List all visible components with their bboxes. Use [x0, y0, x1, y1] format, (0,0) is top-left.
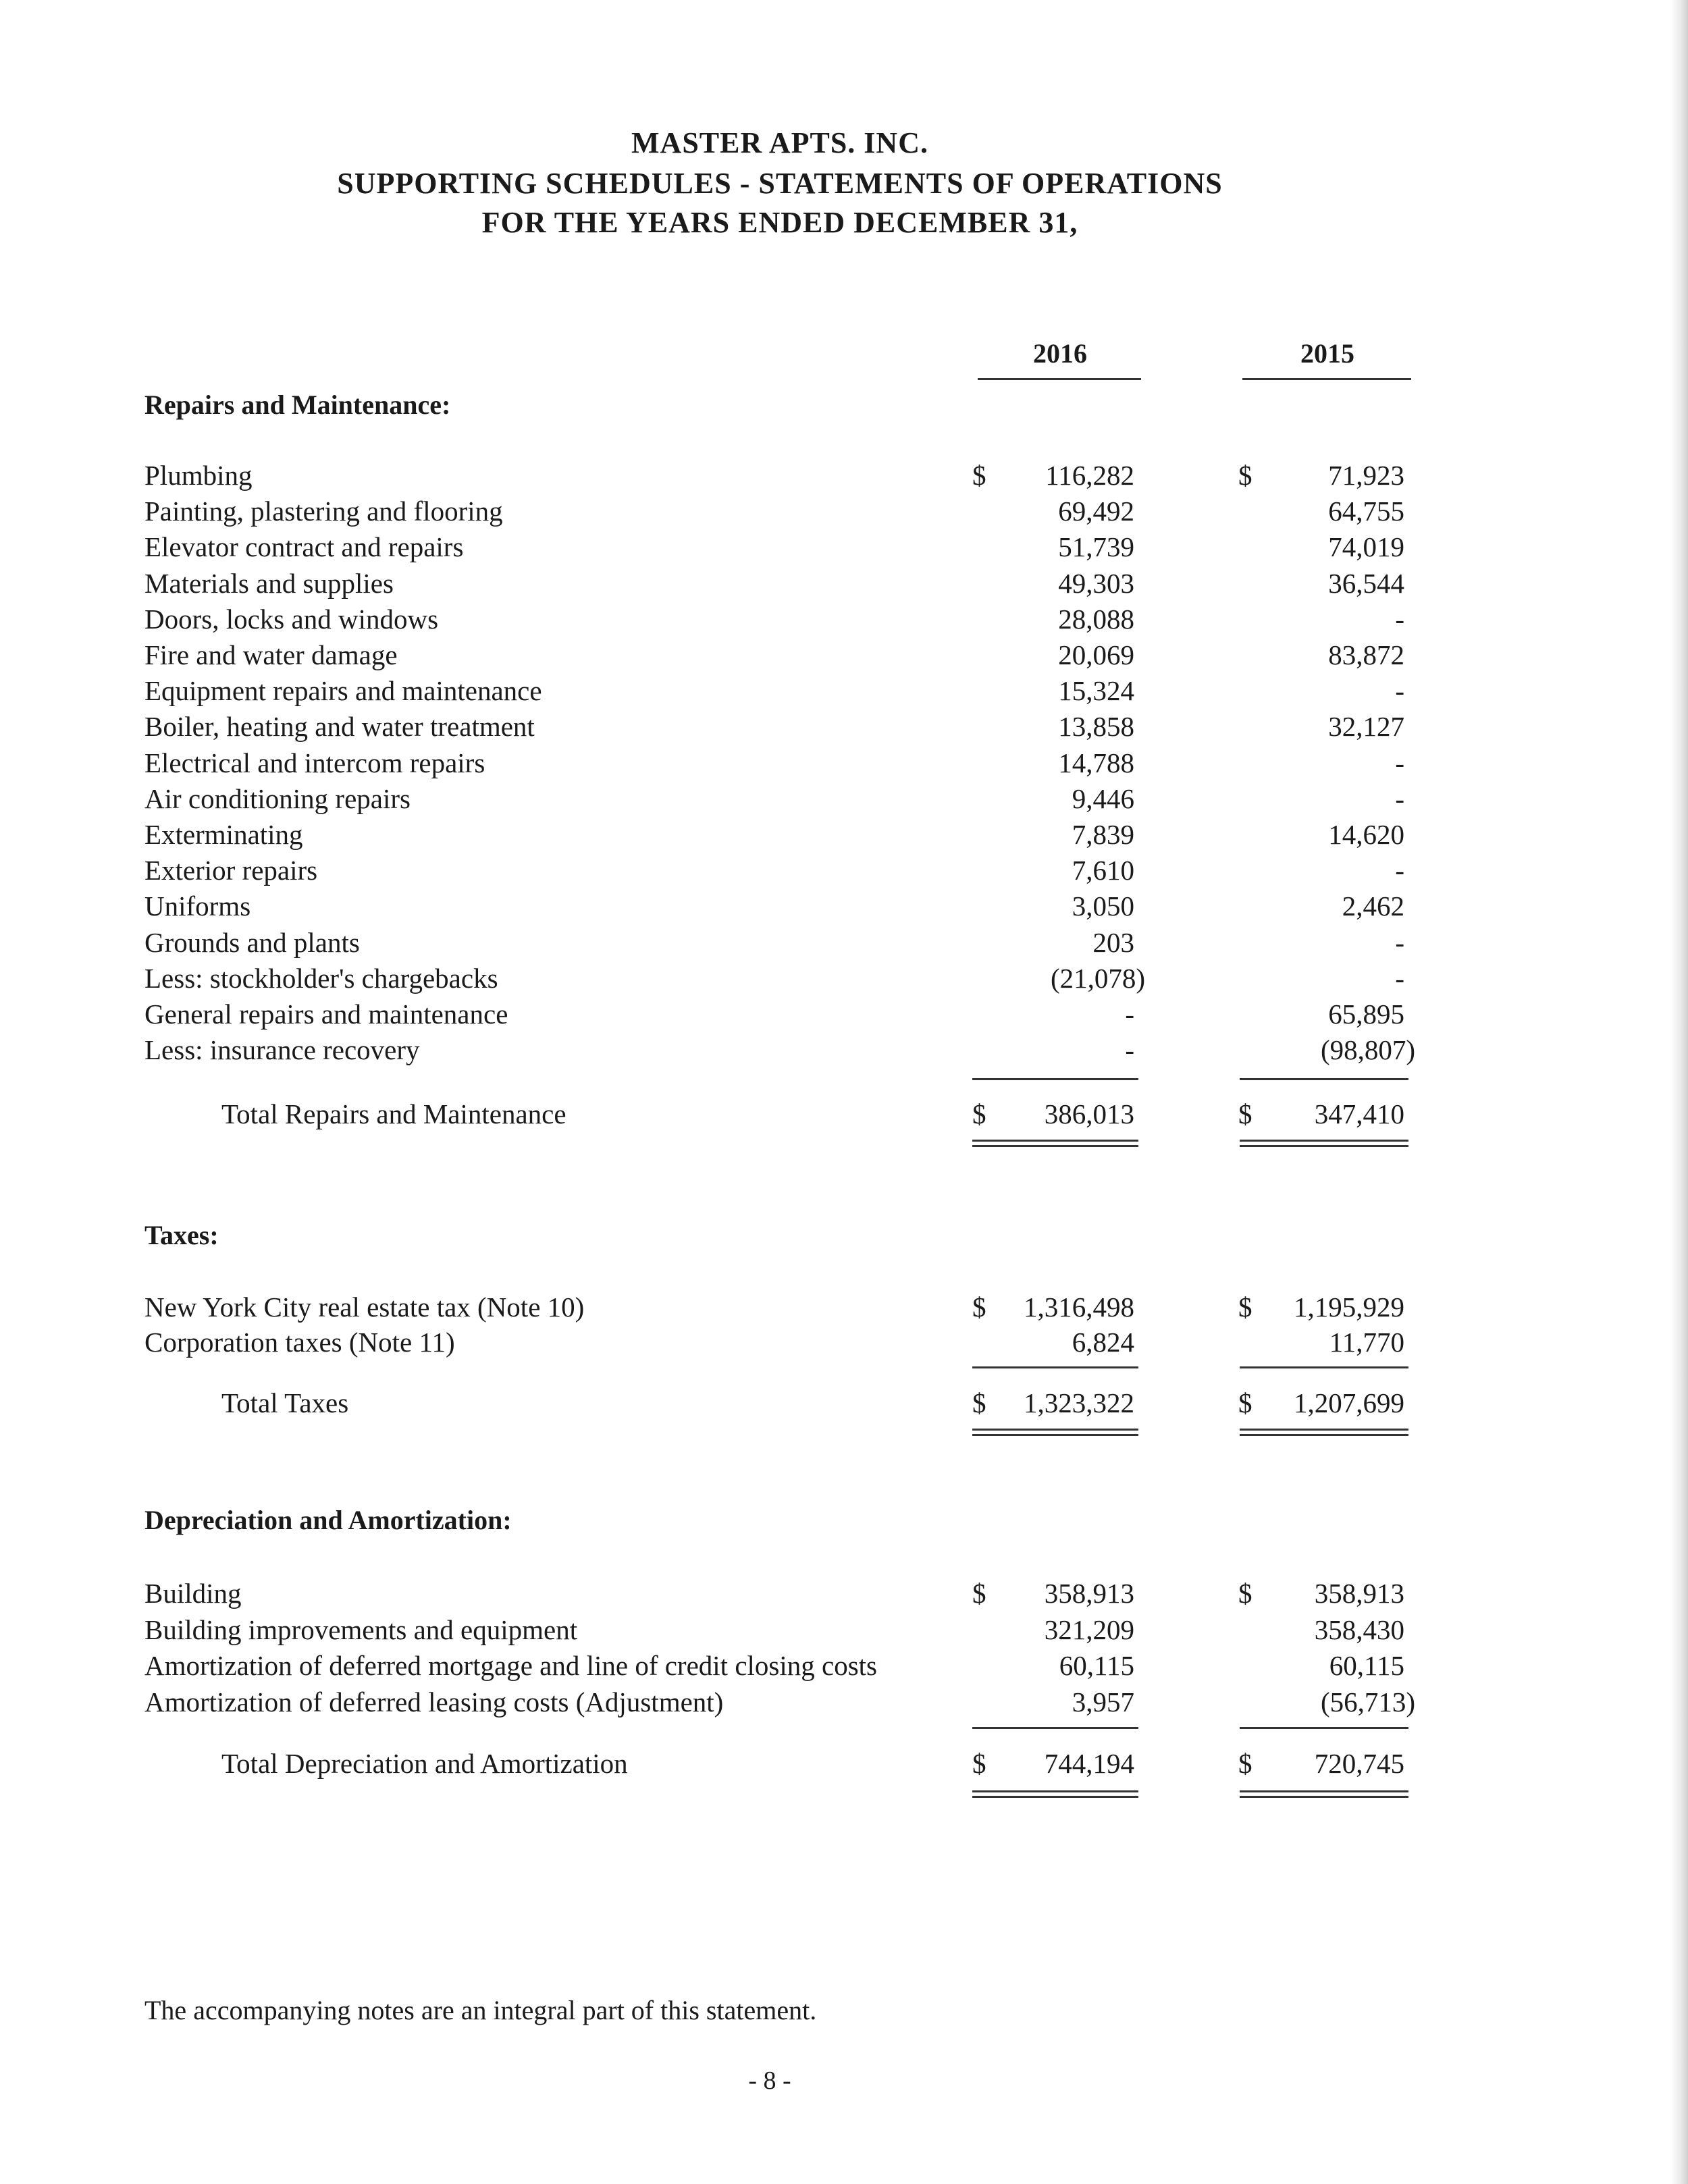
- value-2016: 20,069: [1058, 639, 1134, 670]
- table-row: [0, 1686, 1688, 1722]
- value-2015: 2,462: [1342, 890, 1404, 922]
- table-row: [0, 710, 1688, 747]
- row-label: Exterminating: [144, 819, 303, 850]
- total-label: Total Repairs and Maintenance: [221, 1098, 566, 1129]
- value-2016: (21,078): [1050, 963, 1145, 994]
- table-row: [0, 531, 1688, 567]
- value-2015: 36,544: [1328, 568, 1404, 599]
- value-2015: 71,923: [1328, 460, 1404, 491]
- value-2015: -: [1395, 963, 1404, 994]
- value-2016: 7,610: [1072, 855, 1134, 886]
- table-row: [0, 1614, 1688, 1650]
- row-label: General repairs and maintenance: [144, 998, 508, 1030]
- value-2015: -: [1395, 747, 1404, 778]
- value-2016: 49,303: [1058, 568, 1134, 599]
- row-label: Fire and water damage: [144, 639, 398, 670]
- section-heading-taxes: Taxes:: [144, 1220, 219, 1250]
- value-2015: 720,745: [1314, 1748, 1404, 1779]
- row-label: Less: stockholder's chargebacks: [144, 963, 498, 994]
- row-label: Amortization of deferred mortgage and line of credit closing costs: [144, 1650, 877, 1681]
- value-2016: 51,739: [1058, 531, 1134, 562]
- column-underline-2015: [1242, 378, 1411, 380]
- table-row: [0, 782, 1688, 819]
- row-label: Materials and supplies: [144, 568, 394, 599]
- footnote: The accompanying notes are an integral part of this statement.: [144, 1995, 817, 2025]
- currency-2016: $: [972, 1098, 986, 1129]
- value-2015: -: [1395, 855, 1404, 886]
- row-label: Amortization of deferred leasing costs (Adjustment): [144, 1686, 724, 1717]
- value-2016: 203: [1092, 927, 1134, 958]
- row-label: Exterior repairs: [144, 855, 318, 886]
- value-2015: 60,115: [1329, 1650, 1404, 1681]
- row-label: Corporation taxes (Note 11): [144, 1327, 455, 1358]
- total-double-rule-2016: [972, 1140, 1138, 1147]
- row-label: Electrical and intercom repairs: [144, 747, 485, 778]
- value-2015: 74,019: [1328, 531, 1404, 562]
- table-row: [0, 1649, 1688, 1686]
- section-heading-repairs: Repairs and Maintenance:: [144, 390, 451, 420]
- dep-double-rule-2016: [972, 1790, 1138, 1798]
- value-2016: 13,858: [1058, 711, 1134, 742]
- value-2015: 358,913: [1314, 1578, 1404, 1609]
- row-label: Less: insurance recovery: [144, 1034, 420, 1065]
- row-label: Boiler, heating and water treatment: [144, 711, 535, 742]
- table-row: [0, 1291, 1688, 1327]
- table-row: [0, 567, 1688, 604]
- table-row: [0, 926, 1688, 963]
- value-2015: 1,207,699: [1294, 1387, 1404, 1418]
- value-2016: 1,323,322: [1024, 1387, 1134, 1418]
- currency-2015: $: [1238, 1098, 1252, 1129]
- value-2015: 83,872: [1328, 639, 1404, 670]
- currency-2015: $: [1238, 1291, 1252, 1323]
- row-label: Building: [144, 1578, 242, 1609]
- table-row: [0, 1034, 1688, 1070]
- row-label: Painting, plastering and flooring: [144, 496, 503, 527]
- table-row: [0, 962, 1688, 998]
- table-row: [0, 854, 1688, 890]
- value-2015: -: [1395, 675, 1404, 706]
- row-label: Uniforms: [144, 890, 251, 922]
- subtotal-rule-2015: [1240, 1078, 1408, 1080]
- currency-2015: $: [1238, 1578, 1252, 1609]
- value-2016: 15,324: [1058, 675, 1134, 706]
- row-label: Doors, locks and windows: [144, 604, 439, 635]
- value-2016: 3,957: [1072, 1686, 1134, 1717]
- value-2015: -: [1395, 783, 1404, 814]
- currency-2016: $: [972, 1578, 986, 1609]
- table-row: [0, 603, 1688, 639]
- table-row: [0, 639, 1688, 675]
- statement-period: FOR THE YEARS ENDED DECEMBER 31,: [481, 206, 1078, 239]
- total-label: Total Taxes: [221, 1387, 349, 1418]
- row-label: Air conditioning repairs: [144, 783, 411, 814]
- value-2016: 321,209: [1044, 1614, 1134, 1645]
- value-2016: 7,839: [1072, 819, 1134, 850]
- value-2016: 1,316,498: [1024, 1291, 1134, 1323]
- company-name: MASTER APTS. INC.: [631, 126, 928, 159]
- value-2015: (56,713): [1320, 1686, 1415, 1717]
- subtotal-rule-2016: [972, 1078, 1138, 1080]
- value-2016: -: [1125, 998, 1134, 1030]
- value-2016: 60,115: [1059, 1650, 1134, 1681]
- value-2016: 6,824: [1072, 1327, 1134, 1358]
- table-row: [0, 1326, 1688, 1362]
- row-label: Building improvements and equipment: [144, 1614, 578, 1645]
- page-number: - 8 -: [748, 2067, 791, 2095]
- row-label: Elevator contract and repairs: [144, 531, 464, 562]
- total-row: [0, 1387, 1688, 1423]
- currency-2016: $: [972, 1387, 986, 1418]
- currency-2016: $: [972, 1291, 986, 1323]
- value-2016: 3,050: [1072, 890, 1134, 922]
- column-header-2016: 2016: [1033, 338, 1087, 369]
- section-heading-depreciation: Depreciation and Amortization:: [144, 1505, 512, 1535]
- currency-2015: $: [1238, 460, 1252, 491]
- total-row: [0, 1747, 1688, 1784]
- table-row: [0, 818, 1688, 855]
- dep-subtotal-rule-2016: [972, 1727, 1138, 1729]
- scan-page-edge: [1670, 0, 1688, 2184]
- value-2016: 116,282: [1045, 460, 1134, 491]
- currency-2016: $: [972, 460, 986, 491]
- column-underline-2016: [978, 378, 1141, 380]
- value-2015: -: [1395, 604, 1404, 635]
- value-2016: 14,788: [1058, 747, 1134, 778]
- value-2015: 32,127: [1328, 711, 1404, 742]
- table-row: [0, 674, 1688, 711]
- value-2016: -: [1125, 1034, 1134, 1065]
- table-row: [0, 890, 1688, 926]
- statement-title: SUPPORTING SCHEDULES - STATEMENTS OF OPERATIONS: [337, 167, 1223, 200]
- taxes-double-rule-2015: [1240, 1429, 1408, 1436]
- table-row: [0, 459, 1688, 496]
- currency-2015: $: [1238, 1748, 1252, 1779]
- row-label: Plumbing: [144, 460, 253, 491]
- column-header-2015: 2015: [1300, 338, 1354, 369]
- table-row: [0, 1577, 1688, 1614]
- value-2016: 386,013: [1044, 1098, 1134, 1129]
- value-2015: 14,620: [1328, 819, 1404, 850]
- total-double-rule-2015: [1240, 1140, 1408, 1147]
- value-2016: 744,194: [1044, 1748, 1134, 1779]
- currency-2016: $: [972, 1748, 986, 1779]
- row-label: Grounds and plants: [144, 927, 360, 958]
- taxes-subtotal-rule-2016: [972, 1366, 1138, 1368]
- value-2016: 358,913: [1044, 1578, 1134, 1609]
- taxes-subtotal-rule-2015: [1240, 1366, 1408, 1368]
- row-label: Equipment repairs and maintenance: [144, 675, 542, 706]
- table-row: [0, 747, 1688, 783]
- value-2015: 11,770: [1329, 1327, 1404, 1358]
- dep-double-rule-2015: [1240, 1790, 1408, 1798]
- value-2015: 347,410: [1314, 1098, 1404, 1129]
- total-row: [0, 1098, 1688, 1134]
- value-2015: 358,430: [1314, 1614, 1404, 1645]
- value-2015: 1,195,929: [1294, 1291, 1404, 1323]
- value-2015: (98,807): [1320, 1034, 1415, 1065]
- taxes-double-rule-2016: [972, 1429, 1138, 1436]
- row-label: New York City real estate tax (Note 10): [144, 1291, 585, 1323]
- value-2015: 64,755: [1328, 496, 1404, 527]
- table-row: [0, 495, 1688, 531]
- value-2016: 9,446: [1072, 783, 1134, 814]
- value-2015: -: [1395, 927, 1404, 958]
- total-label: Total Depreciation and Amortization: [221, 1748, 628, 1779]
- table-row: [0, 998, 1688, 1034]
- value-2015: 65,895: [1328, 998, 1404, 1030]
- value-2016: 69,492: [1058, 496, 1134, 527]
- dep-subtotal-rule-2015: [1240, 1727, 1408, 1729]
- currency-2015: $: [1238, 1387, 1252, 1418]
- value-2016: 28,088: [1058, 604, 1134, 635]
